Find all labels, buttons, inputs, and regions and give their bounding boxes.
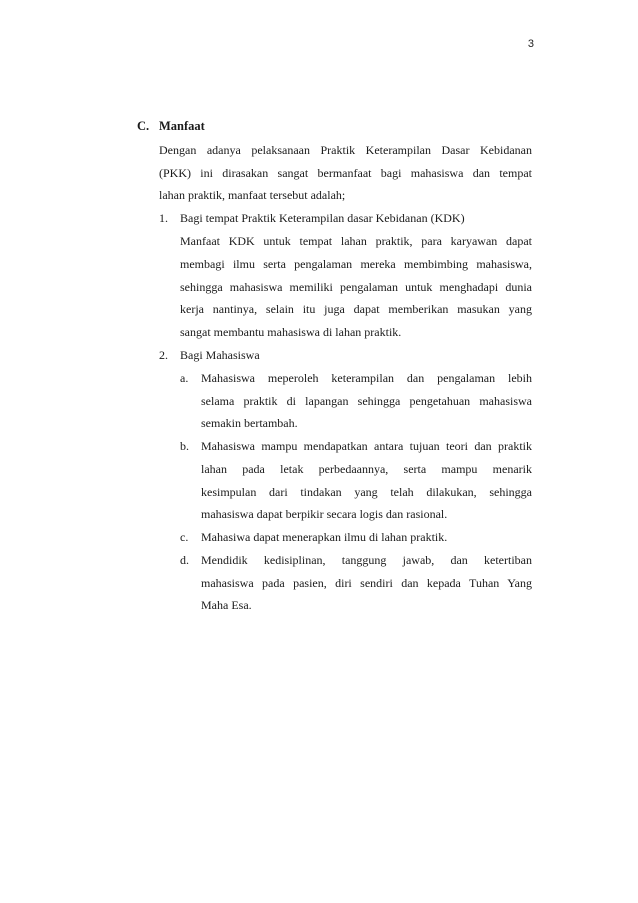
subitem-b-line-4: mahasiswa dapat berpikir secara logis dan rasional. (201, 507, 448, 521)
subitem-a-line-1: Mahasiswa meperoleh keterampilan dan pengalaman lebih (201, 371, 532, 385)
section-title: Manfaat (159, 119, 205, 133)
subitem-b-letter: b. (180, 439, 189, 453)
subitem-d-line-1: Mendidik kedisiplinan, tanggung jawab, dan ketertiban (201, 553, 532, 567)
subitem-d-line-2: mahasiswa pada pasien, diri sendiri dan kepada Tuhan Yang (201, 576, 532, 590)
intro-line-2: (PKK) ini dirasakan sangat bermanfaat bagi mahasiswa dan tempat (159, 166, 532, 180)
item-1-line-3: sehingga mahasiswa memiliki pengalaman untuk menghadapi dunia (180, 280, 532, 294)
intro-line-3: lahan praktik, manfaat tersebut adalah; (159, 188, 346, 202)
section-letter: C. (137, 119, 150, 133)
subitem-b-line-1: Mahasiswa mampu mendapatkan antara tujuan teori dan praktik (201, 439, 532, 453)
section-heading (137, 119, 205, 134)
subitem-b-line-2: lahan pada letak perbedaannya, serta mampu menarik (201, 462, 532, 476)
subitem-d-line-3: Maha Esa. (201, 598, 252, 612)
page-number: 3 (527, 38, 534, 50)
item-1-number: 1. (159, 211, 168, 225)
item-1-line-2: membagi ilmu serta pengalaman mereka membimbing mahasiswa, (180, 257, 532, 271)
item-2-title: Bagi Mahasiswa (180, 348, 260, 362)
subitem-d-letter: d. (180, 553, 189, 567)
intro-line-1: Dengan adanya pelaksanaan Praktik Keterampilan Dasar Kebidanan (159, 143, 532, 157)
subitem-a-line-2: selama praktik di lapangan sehingga pengetahuan mahasiswa (201, 394, 532, 408)
subitem-b-line-3: kesimpulan dari tindakan yang telah dilakukan, sehingga (201, 485, 532, 499)
subitem-c-line-1: Mahasiwa dapat menerapkan ilmu di lahan praktik. (201, 530, 448, 544)
item-2-number: 2. (159, 348, 168, 362)
item-1-line-1: Manfaat KDK untuk tempat lahan praktik, para karyawan dapat (180, 234, 532, 248)
item-1-title: Bagi tempat Praktik Keterampilan dasar Kebidanan (KDK) (180, 211, 465, 225)
subitem-a-line-3: semakin bertambah. (201, 416, 298, 430)
subitem-c-letter: c. (180, 530, 189, 544)
item-1-line-5: sangat membantu mahasiswa di lahan praktik. (180, 325, 402, 339)
item-1-line-4: kerja nantinya, selain itu juga dapat memberikan masukan yang (180, 302, 532, 316)
subitem-a-letter: a. (180, 371, 189, 385)
